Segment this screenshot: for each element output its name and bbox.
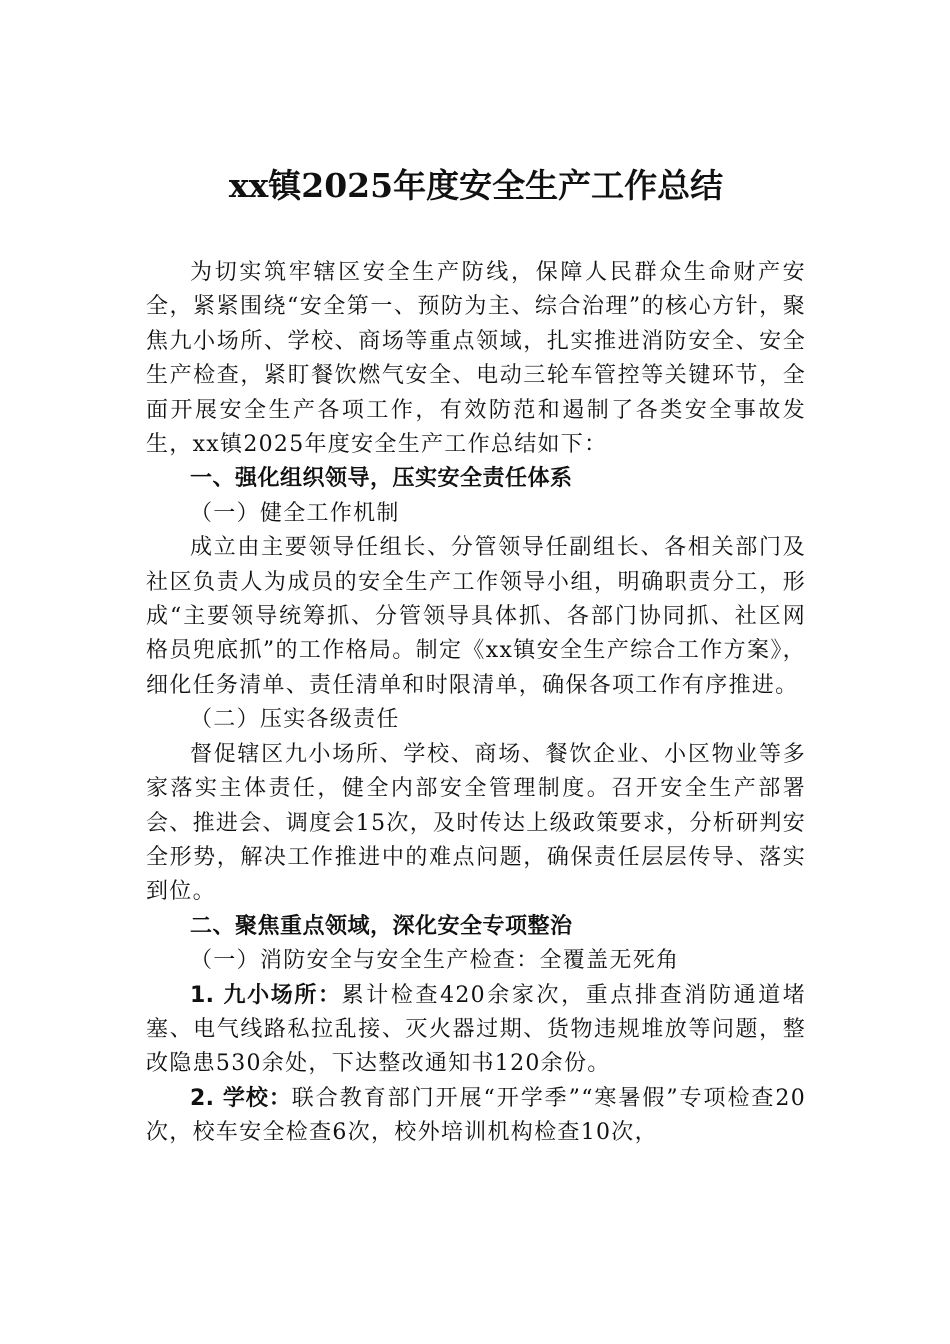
section-2-heading: 二、聚焦重点领域，深化安全专项整治: [190, 913, 573, 939]
list-item-schools: [146, 1082, 806, 1151]
intro-paragraph: 为切实筑牢辖区安全生产防线，保障人民群众生命财产安全，紧紧围绕“安全第一、预防为主、综合治理”的核心方针，聚焦九小场所、学校、商场等重点领域，扎实推进消防安全、安全生产检查，紧盯餐饮燃气安全、电动三轮车管控等关键环节，全面开展安全生产各项工作，有效防范和遏制了各类安全事故发生，xx镇2025年度安全生产工作总结如下：: [146, 260, 806, 458]
section-1-1-paragraph: 成立由主要领导任组长、分管领导任副组长、各相关部门及社区负责人为成员的安全生产工作领导小组，明确职责分工，形成“主要领导统筹抓、分管领导具体抓、各部门协同抓、社区网格员兜底抓”的工作格局。制定《xx镇安全生产综合工作方案》，细化任务清单、责任清单和时限清单，确保各项工作有序推进。: [146, 535, 806, 698]
list-item-lead: 2. 学校：: [190, 1085, 292, 1111]
document-body: [146, 256, 806, 1151]
list-item-lead: 1. 九小场所：: [190, 982, 342, 1008]
section-1-heading: 一、强化组织领导，压实安全责任体系: [190, 466, 573, 492]
section-1-1-heading: （一）健全工作机制: [190, 500, 400, 526]
document-title: xx镇2025年度安全生产工作总结: [228, 166, 724, 205]
section-1-2-paragraph: 督促辖区九小场所、学校、商场、餐饮企业、小区物业等多家落实主体责任，健全内部安全管理制度。召开安全生产部署会、推进会、调度会15次，及时传达上级政策要求，分析研判安全形势，解决工作推进中的难点问题，确保责任层层传导、落实到位。: [146, 741, 806, 905]
list-item-venues: [146, 979, 806, 1082]
section-2-1-heading: （一）消防安全与安全生产检查：全覆盖无死角: [190, 948, 680, 974]
list-item-text: 累计检查420余家次，重点排查消防通道堵塞、电气线路私拉乱接、灭火器过期、货物违规堆放等问题，整改隐患530余处，下达整改通知书120余份。: [146, 982, 806, 1077]
list-item-text: 联合教育部门开展“开学季”“寒暑假”专项检查20次，校车安全检查6次，校外培训机构检查10次，: [146, 1085, 806, 1146]
section-1-2-heading: （二）压实各级责任: [190, 707, 400, 733]
